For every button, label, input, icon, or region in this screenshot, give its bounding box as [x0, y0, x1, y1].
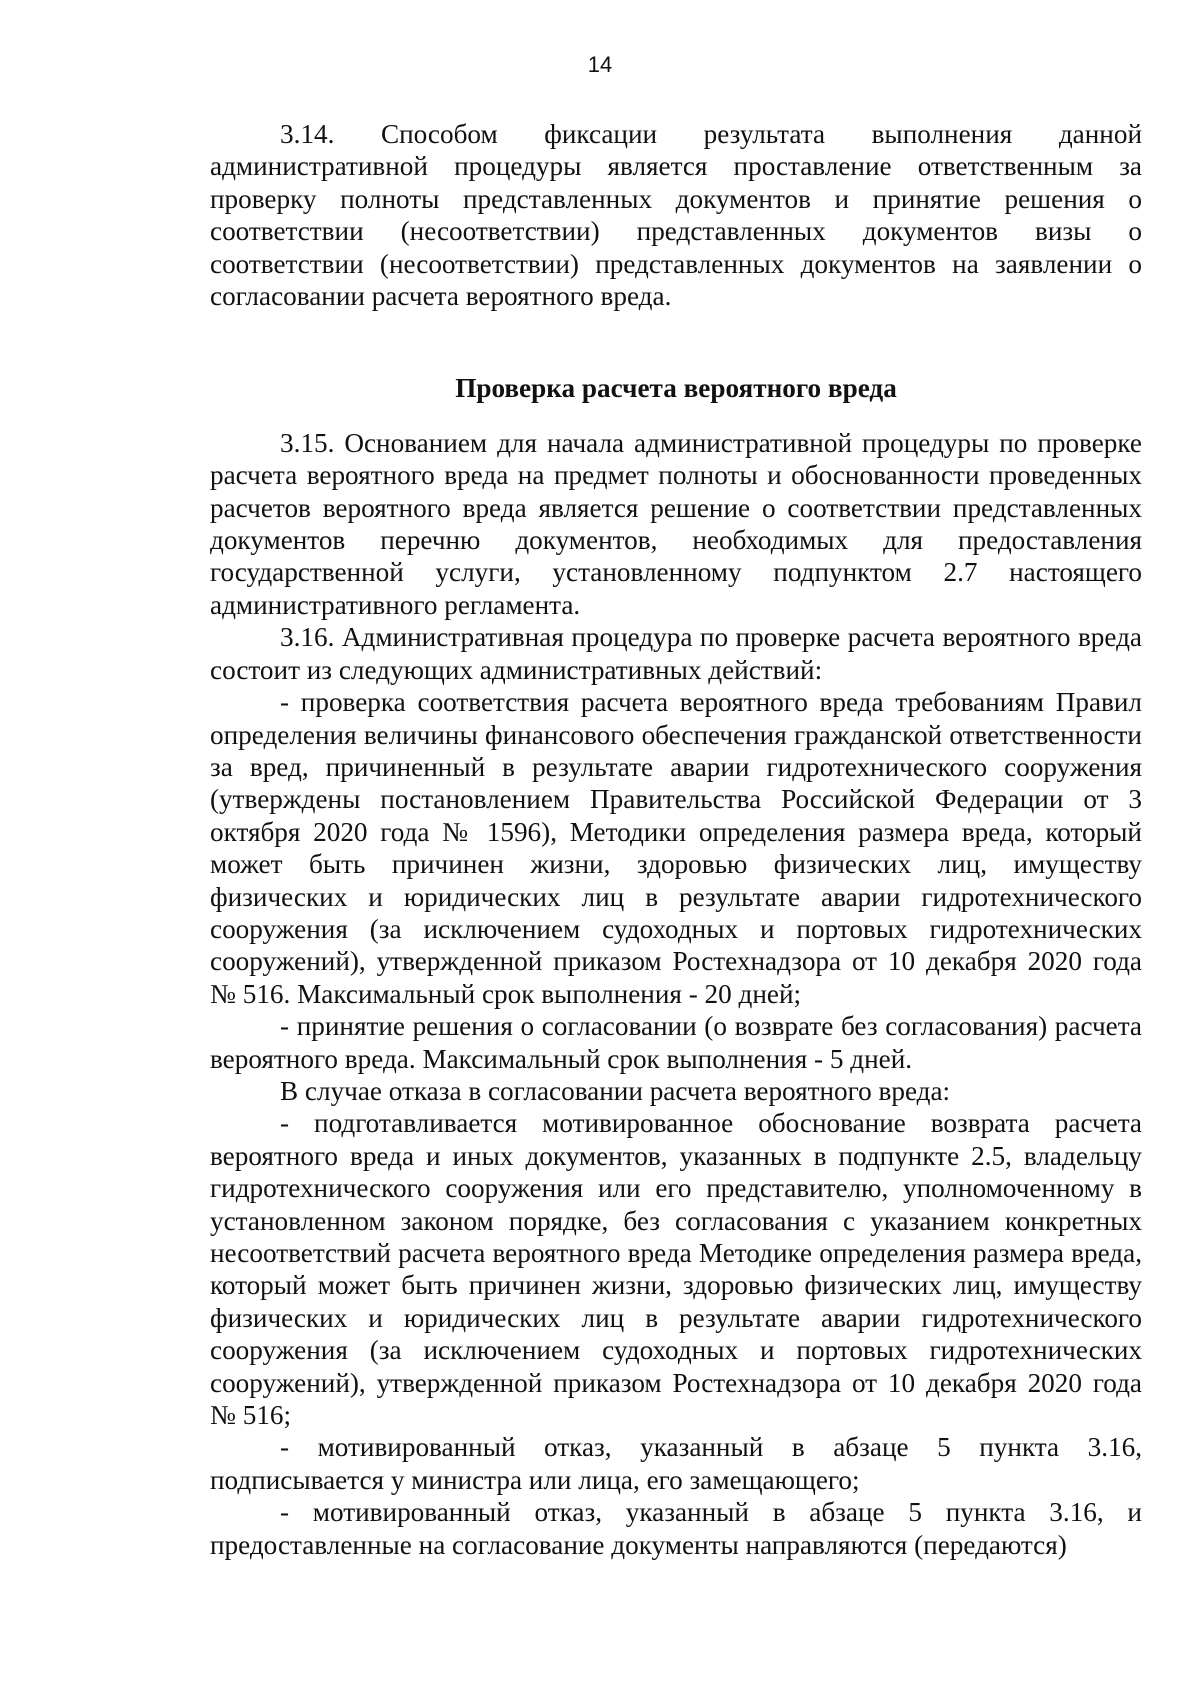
list-item-refusal-signed: - мотивированный отказ, указанный в абзаце 5 пункта 3.16, подписывается у министра или лица, его замещающего;	[210, 1432, 1142, 1495]
list-item-decision: - принятие решения о согласовании (о возврате без согласования) расчета вероятного вреда. Максимальный срок выполнения - 5 дней.	[210, 1011, 1142, 1074]
page-number: 14	[587, 52, 613, 77]
list-item-prepare-justification: - подготавливается мотивированное обоснование возврата расчета вероятного вреда и иных документов, указанных в подпункте 2.5, владельцу гидротехнического сооружения или его представителю, уполномоченному в установленном законом порядке, без согласования с указанием конкретных несоответствий расчета вероятного вреда Методике определения размера вреда, который может быть причинен жизни, здоровью физических лиц, имуществу физических и юридических лиц в результате аварии гидротехнического сооружения (за исключением судоходных и портовых гидротехнических сооружений), утвержденной приказом Ростехнадзора от 10 декабря 2020 года № 516;	[210, 1108, 1142, 1431]
paragraph-3-15: 3.15. Основанием для начала административной процедуры по проверке расчета вероятного вреда на предмет полноты и обоснованности проведенных расчетов вероятного вреда является решение о соответствии представленных документов перечню документов, необходимых для предоставления государственной услуги, установленному подпунктом 2.7 настоящего административного регламента.	[210, 427, 1142, 620]
paragraph-3-16: 3.16. Административная процедура по проверке расчета вероятного вреда состоит из следующих административных действий:	[210, 622, 1142, 685]
paragraph-3-14: 3.14. Способом фиксации результата выполнения данной административной процедуры является проставление ответственным за проверку полноты представленных документов и принятие решения о соответствии (несоответствии) представленных документов визы о соответствии (несоответствии) представленных документов на заявлении о согласовании расчета вероятного вреда.	[210, 119, 1142, 312]
section-heading: Проверка расчета вероятного вреда	[455, 373, 897, 404]
list-item-check-calculation: - проверка соответствия расчета вероятного вреда требованиям Правил определения величины финансового обеспечения гражданской ответственности за вред, причиненный в результате аварии гидротехнического сооружения (утверждены постановлением Правительства Российской Федерации от 3 октября 2020 года № 1596), Методики определения размера вреда, который может быть причинен жизни, здоровью физических лиц, имуществу физических и юридических лиц в результате аварии гидротехнического сооружения (за исключением судоходных и портовых гидротехнических сооружений), утвержденной приказом Ростехнадзора от 10 декабря 2020 года № 516. Максимальный срок выполнения - 20 дней;	[210, 687, 1142, 1009]
paragraph-refusal-case: В случае отказа в согласовании расчета вероятного вреда:	[280, 1075, 951, 1106]
document-body	[210, 118, 1142, 1561]
list-item-refusal-sent: - мотивированный отказ, указанный в абзаце 5 пункта 3.16, и предоставленные на согласование документы направляются (передаются)	[210, 1497, 1142, 1560]
